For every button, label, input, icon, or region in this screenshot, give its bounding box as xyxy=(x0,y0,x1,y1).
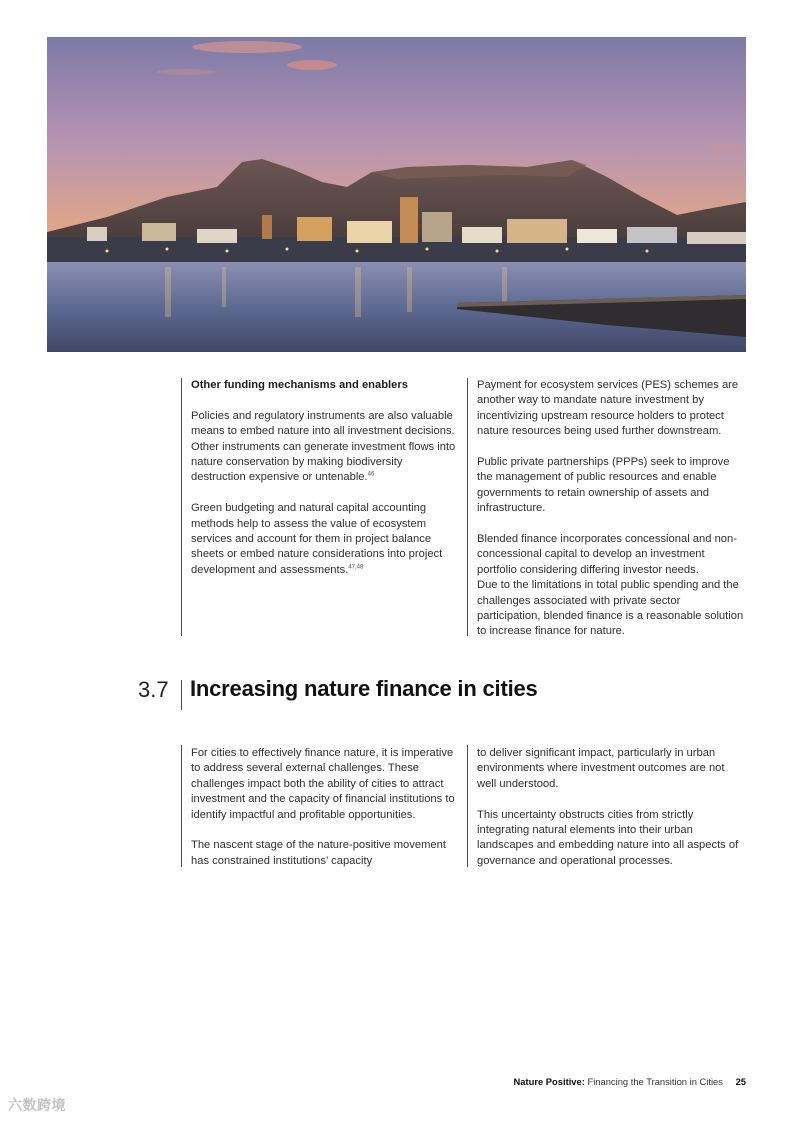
page-number: 25 xyxy=(735,1076,746,1087)
ppp-paragraph: Public private partnerships (PPPs) seek to improve the management of public resources and enable governments to retain ownership of assets and infrastructure. xyxy=(477,456,730,515)
footnote-ref[interactable]: 47,48 xyxy=(348,564,364,571)
section-left-rule xyxy=(181,745,182,867)
section-number: 3.7 xyxy=(138,677,169,702)
section-left-column xyxy=(191,746,459,869)
watermark: 六数跨境 xyxy=(8,1097,66,1113)
page-footer xyxy=(513,1076,746,1087)
funding-paragraph-1: Policies and regulatory instruments are also valuable means to embed nature into all investment decisions. Other instruments can generate investment flows into nature conservation by making biodiversity destruction expensive or untenable.$^{46}$ xyxy=(191,409,456,484)
left-column-rule xyxy=(181,378,182,636)
blended-finance-intro: Blended finance incorporates concessional and non-concessional capital to develop an investment portfolio considering differing investor needs. xyxy=(477,533,737,576)
pes-paragraph: Payment for ecosystem services (PES) schemes are another way to mandate nature investment by incentivizing upstream resource holders to protect nature resources being used further downstream. xyxy=(477,379,739,438)
right-column-rule xyxy=(467,378,468,636)
section-right-rule xyxy=(467,745,468,867)
section-paragraph-1: For cities to effectively finance nature, it is imperative to address several external challenges. These challenges impact both the ability of cities to attract investment and the capacity of financial institutions to identify impactful and profitable opportunities. xyxy=(191,747,455,821)
footnote-ref[interactable]: 46 xyxy=(367,471,375,478)
blended-finance-detail: Due to the limitations in total public spending and the challenges associated with private sector participation, blended finance is a reasonable solution to increase finance for nature. xyxy=(477,579,744,638)
section-right-column xyxy=(477,746,745,869)
section-paragraph-2: The nascent stage of the nature-positive movement has constrained institutions’ capacity xyxy=(191,839,446,867)
harbour-scene xyxy=(47,37,746,352)
funding-left-column xyxy=(191,378,459,578)
funding-right-column xyxy=(477,378,745,640)
footer-subtitle: Financing the Transition in Cities xyxy=(587,1076,723,1087)
section-title: Increasing nature finance in cities xyxy=(190,676,538,701)
section-paragraph-3: to deliver significant impact, particularly in urban environments where investment outcomes are not well understood. xyxy=(477,747,725,790)
section-paragraph-4: This uncertainty obstructs cities from strictly integrating natural elements into their urban landscapes and embedding nature into all aspects of governance and operational processes. xyxy=(477,808,739,867)
funding-heading: Other funding mechanisms and enablers xyxy=(191,379,408,391)
hero-photo xyxy=(47,37,746,352)
funding-paragraph-2: Green budgeting and natural capital accounting methods help to assess the value of ecosystem services and account for them in project balance sheets or embed nature considerations into project development and assessments.$^{47,48}$ xyxy=(191,502,443,576)
footer-brand: Nature Positive: xyxy=(513,1076,585,1087)
blended-finance-paragraph xyxy=(477,532,745,640)
section-heading-rule xyxy=(181,680,182,710)
